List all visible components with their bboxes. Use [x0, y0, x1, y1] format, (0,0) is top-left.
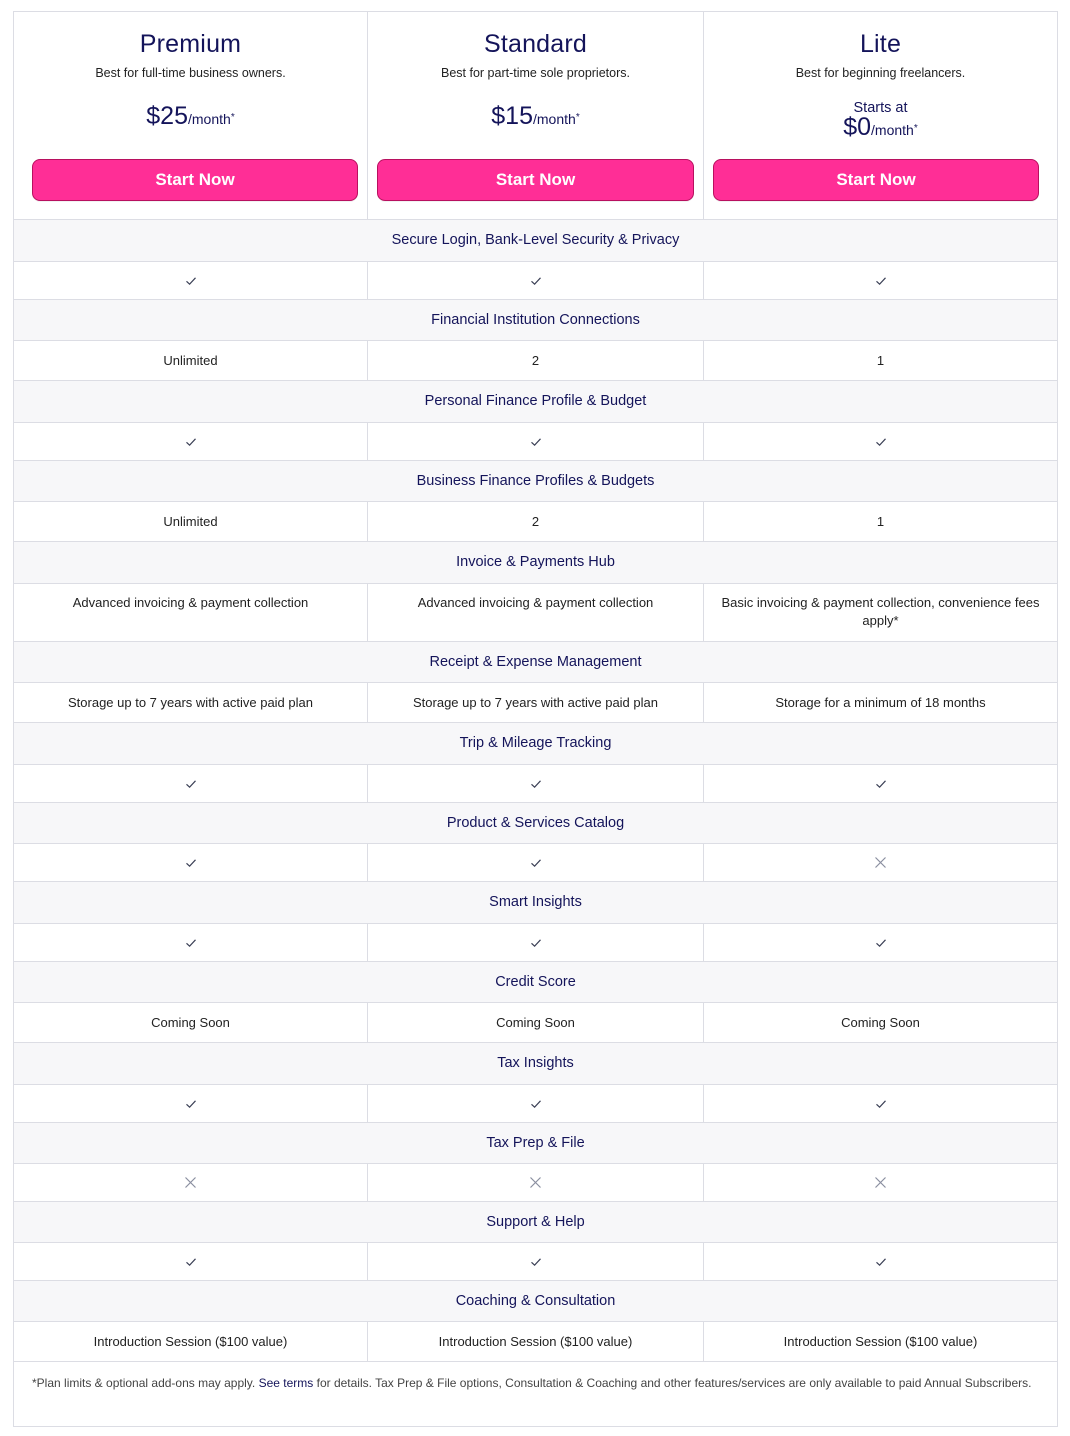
feature-row: [14, 262, 1057, 300]
price-amount: $15: [491, 102, 533, 130]
check-icon: [530, 1098, 542, 1110]
check-icon: [875, 1256, 887, 1268]
x-icon: [529, 1176, 542, 1189]
feature-cell: [367, 1164, 703, 1201]
price-period: /month: [188, 111, 231, 127]
feature-cell: [703, 1164, 1057, 1201]
check-icon: [185, 436, 197, 448]
feature-cell: [14, 423, 367, 460]
feature-value: Advanced invoicing & payment collection: [72, 595, 309, 610]
footnote: [14, 1362, 1057, 1391]
price-asterisk: *: [913, 123, 918, 134]
feature-value: Unlimited: [163, 352, 218, 368]
footnote-text-rest: for details. Tax Prep & File options, Consultation & Coaching and other features/services are only available to paid Annual Subscribers.: [316, 1376, 1032, 1390]
plan-premium: [14, 12, 367, 219]
feature-cell: [14, 1322, 367, 1361]
start-now-button-standard[interactable]: Start Now: [377, 159, 694, 201]
feature-value: 2: [531, 513, 540, 529]
plan-price: [704, 113, 1057, 142]
price-asterisk: *: [575, 112, 580, 123]
feature-row: [14, 844, 1057, 882]
feature-title: Tax Prep & File: [14, 1123, 1057, 1164]
start-now-button-lite[interactable]: Start Now: [713, 159, 1039, 201]
feature-title: Smart Insights: [14, 882, 1057, 924]
feature-title: Trip & Mileage Tracking: [14, 723, 1057, 765]
feature-cell: [14, 1085, 367, 1122]
start-now-button-premium[interactable]: Start Now: [32, 159, 358, 201]
feature-cell: [14, 683, 367, 722]
feature-title: Tax Insights: [14, 1043, 1057, 1085]
check-icon: [530, 275, 542, 287]
feature-title: Business Finance Profiles & Budgets: [14, 461, 1057, 502]
check-icon: [185, 857, 197, 869]
feature-title: Coaching & Consultation: [14, 1281, 1057, 1322]
feature-cell: [14, 844, 367, 881]
feature-title: Credit Score: [14, 962, 1057, 1003]
plan-lite: [703, 12, 1057, 219]
check-icon: [875, 778, 887, 790]
price-block: [704, 100, 1057, 142]
feature-row: [14, 502, 1057, 542]
feature-cell: [367, 584, 703, 641]
feature-cell: [14, 1003, 367, 1042]
feature-cell: [703, 502, 1057, 541]
feature-cell: [367, 924, 703, 961]
feature-cell: [14, 924, 367, 961]
feature-cell: [703, 1243, 1057, 1280]
feature-cell: [367, 683, 703, 722]
feature-list: [14, 220, 1057, 1362]
feature-row: [14, 1164, 1057, 1202]
price-period: /month: [871, 122, 914, 138]
feature-row: [14, 1322, 1057, 1362]
feature-title: Receipt & Expense Management: [14, 642, 1057, 683]
feature-value: Introduction Session ($100 value): [438, 1333, 633, 1349]
feature-cell: [703, 584, 1057, 641]
feature-title: Personal Finance Profile & Budget: [14, 381, 1057, 423]
feature-title: Product & Services Catalog: [14, 803, 1057, 844]
feature-cell: [367, 262, 703, 299]
feature-cell: [703, 1003, 1057, 1042]
feature-value: Introduction Session ($100 value): [93, 1333, 288, 1349]
feature-row: [14, 341, 1057, 381]
plan-subtitle: Best for full-time business owners.: [95, 66, 286, 80]
feature-title: Invoice & Payments Hub: [14, 542, 1057, 584]
check-icon: [875, 275, 887, 287]
feature-cell: [703, 341, 1057, 380]
feature-title: Secure Login, Bank-Level Security & Privacy: [14, 220, 1057, 262]
plan-subtitle: Best for part-time sole proprietors.: [441, 66, 630, 80]
feature-cell: [14, 1243, 367, 1280]
check-icon: [185, 778, 197, 790]
plan-standard: [367, 12, 703, 219]
feature-cell: [14, 262, 367, 299]
check-icon: [530, 1256, 542, 1268]
check-icon: [875, 937, 887, 949]
check-icon: [530, 937, 542, 949]
feature-cell: [367, 1003, 703, 1042]
feature-row: [14, 423, 1057, 461]
price-amount: $25: [146, 102, 188, 130]
feature-cell: [14, 502, 367, 541]
price-asterisk: *: [230, 112, 235, 123]
plan-name: Premium: [139, 30, 242, 58]
feature-value: Storage up to 7 years with active paid plan: [413, 694, 658, 710]
feature-cell: [14, 765, 367, 802]
feature-value: Advanced invoicing & payment collection: [417, 595, 654, 610]
feature-title: Financial Institution Connections: [14, 300, 1057, 341]
pricing-table: [13, 11, 1058, 1427]
feature-value: Coming Soon: [841, 1014, 920, 1030]
feature-value: Introduction Session ($100 value): [783, 1333, 978, 1349]
feature-row: [14, 584, 1057, 642]
feature-value: Unlimited: [163, 513, 218, 529]
feature-cell: [14, 1164, 367, 1201]
feature-cell: [14, 341, 367, 380]
plans-header: [14, 12, 1057, 220]
x-icon: [874, 856, 887, 869]
plan-price: [14, 102, 367, 131]
feature-title: Support & Help: [14, 1202, 1057, 1243]
check-icon: [530, 778, 542, 790]
check-icon: [185, 937, 197, 949]
feature-value: 1: [876, 352, 885, 368]
feature-cell: [367, 844, 703, 881]
feature-cell: [367, 502, 703, 541]
feature-cell: [703, 844, 1057, 881]
feature-cell: [703, 1322, 1057, 1361]
check-icon: [530, 857, 542, 869]
see-terms-link[interactable]: See terms: [258, 1376, 314, 1390]
plan-name: Standard: [483, 30, 588, 58]
feature-cell: [703, 262, 1057, 299]
feature-value: Basic invoicing & payment collection, convenience fees apply*: [721, 595, 1040, 628]
feature-value: Storage up to 7 years with active paid plan: [68, 694, 313, 710]
feature-cell: [14, 584, 367, 641]
x-icon: [874, 1176, 887, 1189]
feature-value: Coming Soon: [151, 1014, 230, 1030]
price-block: [14, 102, 367, 131]
feature-cell: [703, 423, 1057, 460]
check-icon: [185, 1256, 197, 1268]
feature-cell: [367, 765, 703, 802]
feature-cell: [367, 341, 703, 380]
feature-cell: [367, 1085, 703, 1122]
feature-value: 2: [531, 352, 540, 368]
feature-row: [14, 765, 1057, 803]
feature-cell: [367, 1243, 703, 1280]
check-icon: [875, 436, 887, 448]
check-icon: [875, 1098, 887, 1110]
plan-name: Lite: [859, 30, 902, 58]
feature-value: Coming Soon: [496, 1014, 575, 1030]
feature-cell: [367, 423, 703, 460]
footnote-text: *Plan limits & optional add-ons may apply.: [32, 1376, 256, 1390]
plan-price: [368, 102, 703, 131]
feature-row: [14, 1003, 1057, 1043]
price-block: [368, 102, 703, 131]
starts-at-label: Starts at: [853, 100, 908, 116]
feature-value: Storage for a minimum of 18 months: [775, 694, 986, 710]
feature-row: [14, 1085, 1057, 1123]
price-period: /month: [533, 111, 576, 127]
feature-row: [14, 683, 1057, 723]
x-icon: [184, 1176, 197, 1189]
feature-value: 1: [876, 513, 885, 529]
plan-subtitle: Best for beginning freelancers.: [795, 66, 966, 80]
feature-cell: [703, 924, 1057, 961]
feature-row: [14, 924, 1057, 962]
check-icon: [530, 436, 542, 448]
check-icon: [185, 1098, 197, 1110]
price-amount: $0: [843, 113, 872, 141]
feature-cell: [703, 765, 1057, 802]
feature-cell: [367, 1322, 703, 1361]
check-icon: [185, 275, 197, 287]
feature-cell: [703, 1085, 1057, 1122]
feature-cell: [703, 683, 1057, 722]
feature-row: [14, 1243, 1057, 1281]
